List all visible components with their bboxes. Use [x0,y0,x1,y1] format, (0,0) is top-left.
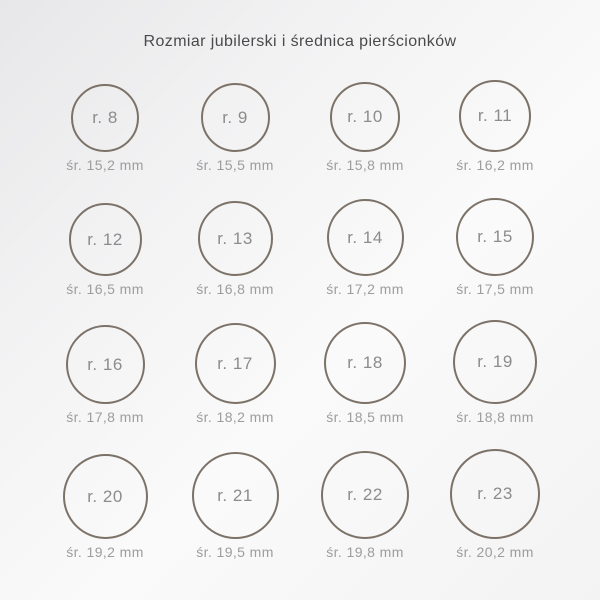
ring-diameter-label: śr. 15,8 mm [326,157,404,173]
ring-diameter-label: śr. 19,2 mm [66,544,144,560]
ring-size-cell [430,188,560,312]
ring-size-label: r. 14 [347,227,383,247]
ring-circle [327,199,404,276]
ring-diameter-label: śr. 19,8 mm [326,544,404,560]
ring-size-cell [40,188,170,312]
ring-size-label: r. 9 [222,107,248,127]
ring-diameter-label: śr. 18,2 mm [196,409,274,425]
ring-circle [459,80,531,152]
ring-size-label: r. 12 [87,229,123,249]
ring-circle [63,454,148,539]
ring-size-cell [300,188,430,312]
ring-size-cell [170,312,300,440]
ring-diameter-label: śr. 18,8 mm [456,409,534,425]
ring-size-label: r. 20 [87,486,123,506]
page-title: Rozmiar jubilerski i średnica pierścionków [143,33,457,50]
ring-circle [453,320,537,404]
ring-size-cell [170,188,300,312]
ring-size-cell [300,312,430,440]
ring-circle [71,84,139,152]
ring-size-cell [40,440,170,575]
ring-size-cell [430,70,560,188]
ring-size-label: r. 23 [477,484,513,503]
ring-size-label: r. 17 [217,353,253,373]
ring-diameter-label: śr. 16,2 mm [456,157,534,173]
ring-circle [195,323,276,404]
ring-size-cell [170,440,300,575]
ring-size-grid [0,70,600,575]
ring-diameter-label: śr. 17,8 mm [66,409,144,425]
ring-diameter-label: śr. 15,2 mm [66,157,144,173]
ring-circle [450,449,540,539]
ring-size-cell [430,312,560,440]
ring-size-label: r. 13 [217,228,253,248]
ring-diameter-label: śr. 16,8 mm [196,281,274,297]
ring-size-cell [40,70,170,188]
ring-size-cell [170,70,300,188]
ring-size-label: r. 21 [217,485,253,505]
ring-size-label: r. 18 [347,353,383,372]
ring-diameter-label: śr. 17,2 mm [326,281,404,297]
ring-circle [201,83,270,152]
ring-size-label: r. 10 [347,107,383,126]
ring-size-label: r. 15 [477,227,513,246]
ring-size-label: r. 19 [477,352,513,371]
ring-diameter-label: śr. 16,5 mm [66,281,144,297]
ring-size-label: r. 8 [92,108,118,127]
ring-circle [456,198,534,276]
ring-circle [192,452,279,539]
ring-circle [321,451,409,539]
ring-circle [198,201,273,276]
ring-size-cell [300,70,430,188]
ring-diameter-label: śr. 20,2 mm [456,544,534,560]
ring-circle [324,322,406,404]
ring-diameter-label: śr. 15,5 mm [196,157,274,173]
ring-size-cell [430,440,560,575]
ring-circle [69,203,142,276]
ring-size-label: r. 16 [87,354,123,374]
ring-size-label: r. 11 [477,106,513,125]
ring-diameter-label: śr. 17,5 mm [456,281,534,297]
ring-size-label: r. 22 [347,485,383,504]
ring-diameter-label: śr. 18,5 mm [326,409,404,425]
ring-diameter-label: śr. 19,5 mm [196,544,274,560]
ring-circle [330,82,400,152]
ring-size-cell [40,312,170,440]
ring-size-cell [300,440,430,575]
ring-circle [66,325,145,404]
